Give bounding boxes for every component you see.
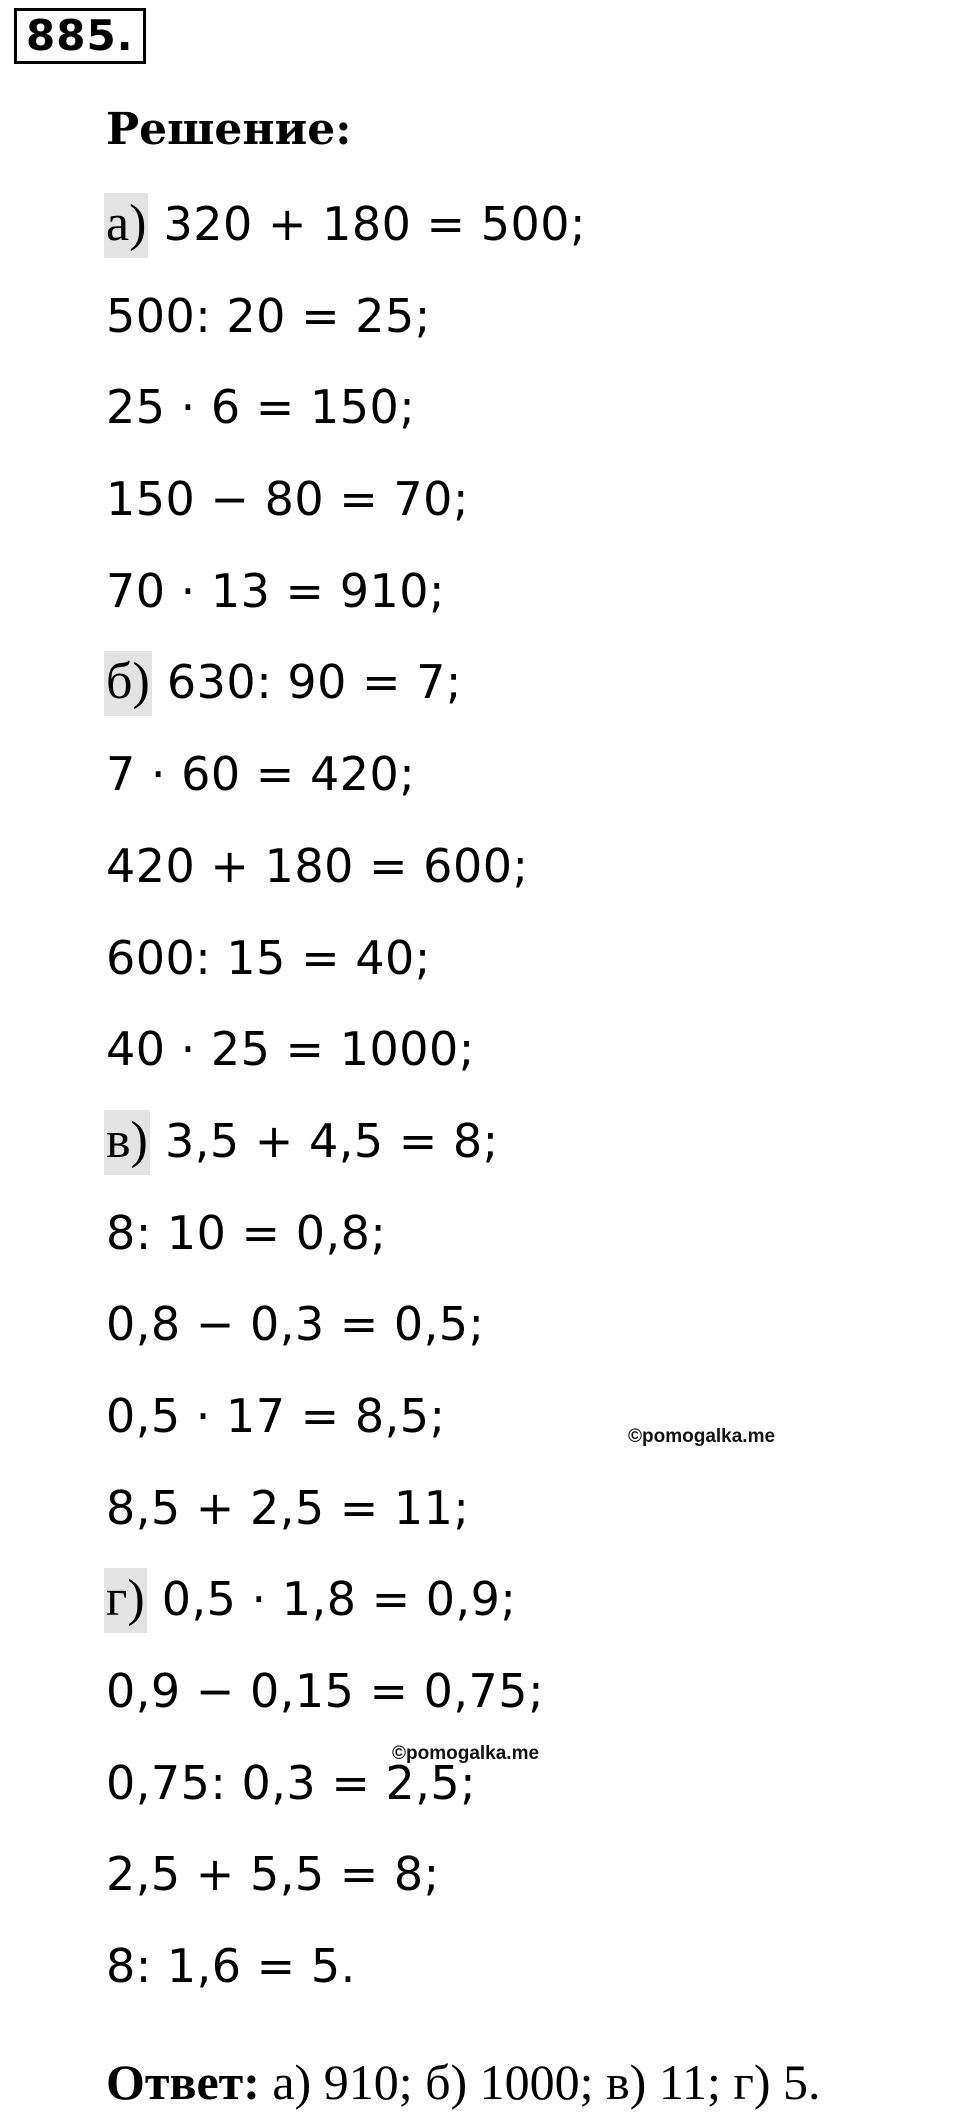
equation: 3,5 + 4,5 = 8;	[149, 1113, 499, 1168]
watermark: ©pomogalka.me	[392, 1743, 540, 1764]
solution-line	[106, 1288, 586, 1380]
part-marker-v: в)	[104, 1110, 150, 1175]
solution-line	[106, 922, 586, 1014]
answer-label: Ответ:	[106, 2054, 260, 2110]
part-marker-g: г)	[104, 1568, 147, 1633]
equation: 40 · 25 = 1000;	[106, 1022, 475, 1077]
equation: 7 · 60 = 420;	[106, 747, 416, 802]
equation: 8: 1,6 = 5.	[106, 1939, 356, 1994]
part-marker-a: а)	[104, 193, 148, 258]
equation: 630: 90 = 7;	[151, 655, 462, 710]
solution-line	[106, 1472, 586, 1564]
equation: 420 + 180 = 600;	[106, 838, 529, 893]
solution-line	[106, 371, 586, 463]
equation: 0,5 · 1,8 = 0,9;	[146, 1572, 517, 1627]
answer-text: а) 910; б) 1000; в) 11; г) 5.	[259, 2054, 821, 2110]
equation: 0,5 · 17 = 8,5;	[106, 1388, 446, 1443]
equation: 8: 10 = 0,8;	[106, 1205, 387, 1260]
solution-line	[106, 1380, 586, 1472]
solution-line	[106, 1105, 586, 1197]
equation: 150 − 80 = 70;	[106, 472, 469, 527]
equation: 70 · 13 = 910;	[106, 563, 446, 618]
answer-line	[106, 2050, 821, 2114]
equation: 2,5 + 5,5 = 8;	[106, 1847, 440, 1902]
solution-line	[106, 555, 586, 647]
solution-line	[106, 188, 586, 280]
equation: 0,9 − 0,15 = 0,75;	[106, 1664, 545, 1718]
solution-line	[106, 1930, 586, 2022]
solution-heading: Решение:	[106, 104, 352, 155]
solution-line	[106, 1563, 586, 1655]
equation: 8,5 + 2,5 = 11;	[106, 1480, 470, 1535]
watermark: ©pomogalka.me	[628, 1426, 776, 1447]
equation: 500: 20 = 25;	[106, 288, 431, 343]
solution-line	[106, 1655, 586, 1747]
solution-line	[106, 463, 586, 555]
solution-line	[106, 280, 586, 372]
part-marker-b: б)	[104, 651, 152, 716]
equation: 0,8 − 0,3 = 0,5;	[106, 1297, 485, 1352]
solution-line	[106, 646, 586, 738]
equation: 320 + 180 = 500;	[148, 197, 586, 251]
equation: 0,75: 0,3 = 2,5;	[106, 1755, 477, 1810]
solution-line	[106, 1197, 586, 1289]
equation: 600: 15 = 40;	[106, 930, 431, 985]
solution-line	[106, 738, 586, 830]
task-number: 885.	[14, 8, 146, 64]
equation: 25 · 6 = 150;	[106, 380, 416, 435]
solution-line	[106, 830, 586, 922]
solution-line	[106, 1838, 586, 1930]
solution-line	[106, 1013, 586, 1105]
